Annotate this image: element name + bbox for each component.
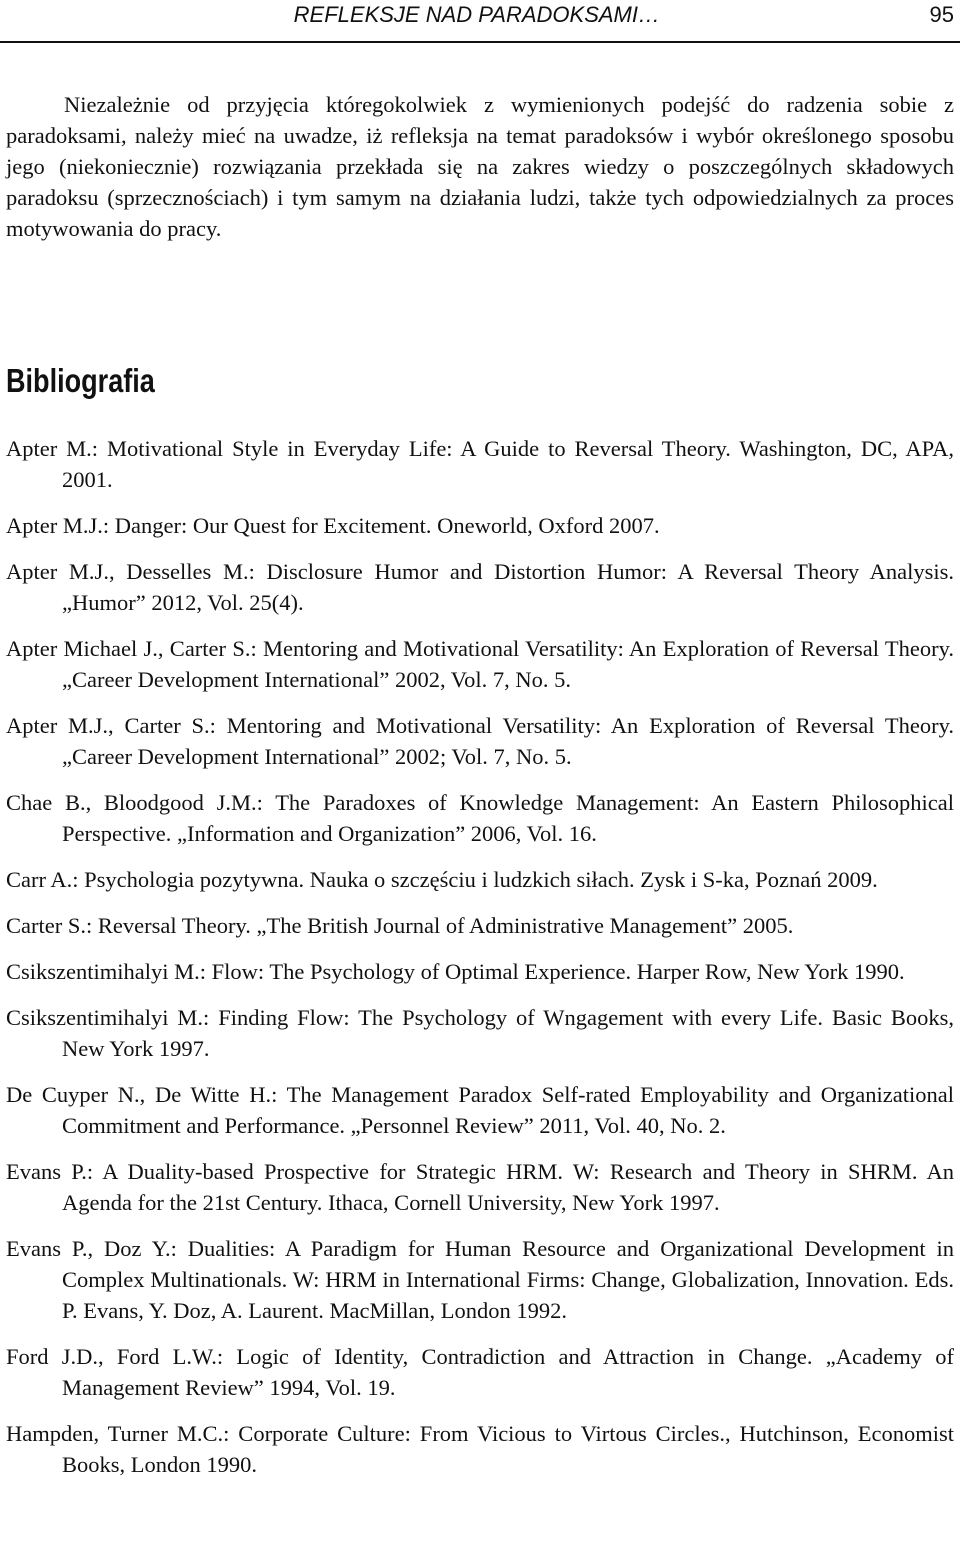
bibliography-entry: Apter Michael J., Carter S.: Mentoring and Motivational Versatility: An Exploration of Reversal Theory. „Career Development International” 2002, Vol. 7, No. 5.	[6, 636, 954, 692]
bibliography-entry: Csikszentimihalyi M.: Finding Flow: The Psychology of Wngagement with every Life. Basic Books, New York 1997.	[6, 1005, 954, 1061]
bibliography-entry: Apter M.J., Carter S.: Mentoring and Motivational Versatility: An Exploration of Reversal Theory. „Career Development International” 2002; Vol. 7, No. 5.	[6, 713, 954, 769]
bibliography-entry: Chae B., Bloodgood J.M.: The Paradoxes of Knowledge Management: An Eastern Philosophical Perspective. „Information and Organization” 2006, Vol. 16.	[6, 790, 954, 846]
intro-paragraph: Niezależnie od przyjęcia któregokolwiek z wymienionych podejść do radzenia sobie z paradoksami, należy mieć na uwadze, iż refleksja na temat paradoksów i wybór określonego sposobu jego (niekoniecznie) rozwiązania przekłada się na zakres wiedzy o poszczególnych składowych paradoksu (sprzecznościach) i tym samym na działania ludzi, także tych odpowiedzialnych za proces motywowania do pracy.	[6, 92, 954, 241]
bibliography-entry: Hampden, Turner M.C.: Corporate Culture: From Vicious to Virtous Circles., Hutchinson, Economist Books, London 1990.	[6, 1421, 954, 1477]
bibliography-entry: Apter M.: Motivational Style in Everyday Life: A Guide to Reversal Theory. Washington, DC, APA, 2001.	[6, 436, 954, 492]
bibliography-entry: Evans P.: A Duality-based Prospective for Strategic HRM. W: Research and Theory in SHRM. An Agenda for the 21st Century. Ithaca, Cornell University, New York 1997.	[6, 1159, 954, 1215]
bibliography-entry: Apter M.J., Desselles M.: Disclosure Humor and Distortion Humor: A Reversal Theory Analysis. „Humor” 2012, Vol. 25(4).	[6, 559, 954, 615]
page-number: 95	[929, 2, 954, 27]
bibliography-entry: De Cuyper N., De Witte H.: The Management Paradox Self-rated Employability and Organizational Commitment and Performance. „Personnel Review” 2011, Vol. 40, No. 2.	[6, 1082, 954, 1138]
header-rule	[0, 41, 960, 43]
bibliography-entry: Ford J.D., Ford L.W.: Logic of Identity, Contradiction and Attraction in Change. „Academy of Management Review” 1994, Vol. 19.	[6, 1344, 954, 1400]
bibliography-heading: Bibliografia	[6, 362, 155, 399]
bibliography-entry: Carr A.: Psychologia pozytywna. Nauka o szczęściu i ludzkich siłach. Zysk i S-ka, Poznań 2009.	[6, 867, 878, 892]
bibliography-entry: Evans P., Doz Y.: Dualities: A Paradigm for Human Resource and Organizational Development in Complex Multinationals. W: HRM in International Firms: Change, Globalization, Innovation. Eds. P. Evans, Y. Doz, A. Laurent. MacMillan, London 1992.	[6, 1236, 954, 1323]
bibliography-entry: Apter M.J.: Danger: Our Quest for Excitement. Oneworld, Oxford 2007.	[6, 513, 660, 538]
bibliography-entry: Carter S.: Reversal Theory. „The British Journal of Administrative Management” 2005.	[6, 913, 794, 938]
bibliography-list	[6, 433, 954, 1495]
bibliography-entry: Csikszentimihalyi M.: Flow: The Psychology of Optimal Experience. Harper Row, New York 1990.	[6, 959, 905, 984]
running-header	[0, 0, 960, 44]
running-title: REFLEKSJE NAD PARADOKSAMI…	[293, 2, 660, 27]
